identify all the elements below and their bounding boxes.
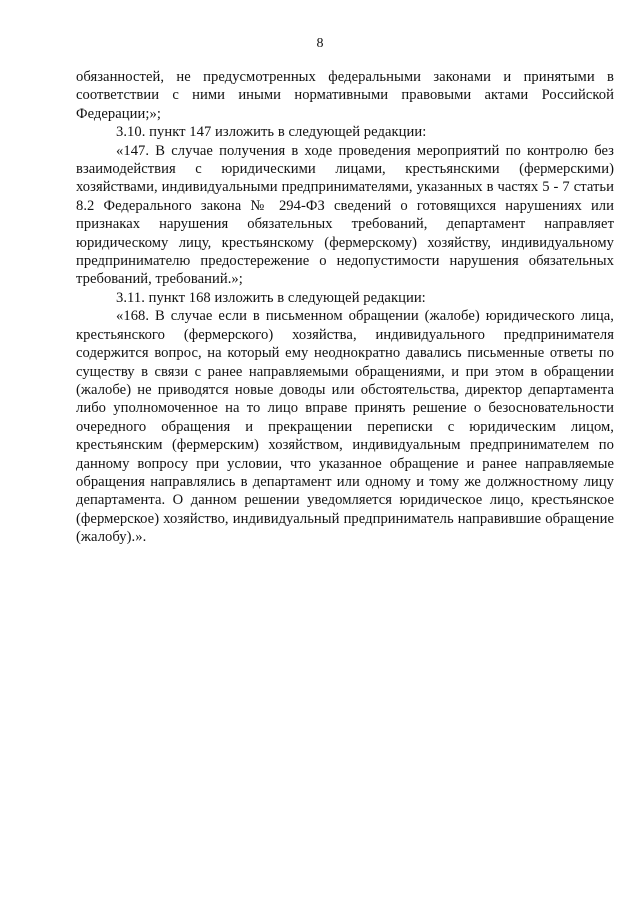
document-body bbox=[76, 68, 614, 547]
paragraph-continuation: обязанностей, не предусмотренных федеральными законами и принятыми в соответствии с ними иными нормативными правовыми актами Российской Федерации;»; bbox=[76, 69, 614, 122]
paragraph-item-3-10: 3.10. пункт 147 изложить в следующей редакции: bbox=[116, 124, 427, 141]
page-number: 8 bbox=[316, 36, 324, 51]
paragraph-clause-147: «147. В случае получения в ходе проведения мероприятий по контролю без взаимодействия с юридическими лицами, крестьянскими (фермерскими) хозяйствами, индивидуальными предпринимателями, указанных в частях 5 - 7 статьи 8.2 Федерального закона № 294-ФЗ сведений о готовящихся нарушениях или признаках нарушения обязательных требований, департамент направляет юридическому лицу, крестьянскому (фермерскому) хозяйству, индивидуальному предпринимателю предостережение о недопустимости нарушения обязательных требований, требований.»; bbox=[76, 142, 614, 288]
paragraph-clause-168: «168. В случае если в письменном обращении (жалобе) юридического лица, крестьянского (фермерского) хозяйства, индивидуального предпринимателя содержится вопрос, на который ему неоднократно давались письменные ответы по существу в связи с ранее направляемыми обращениями, и при этом в обращении (жалобе) не приводятся новые доводы или обстоятельства, директор департамента либо уполномоченное на то лицо вправе принять решение о безосновательности очередного обращения и прекращении переписки с юридическим лицом, крестьянским (фермерским) хозяйством, индивидуальным предпринимателем по данному вопросу при условии, что указанное обращение и ранее направляемые обращения направлялись в департамент или одному и тому же должностному лицу департамента. О данном решении уведомляется юридическое лицо, крестьянское (фермерское) хозяйство, индивидуальный предприниматель направившие обращение (жалобу).». bbox=[76, 308, 614, 546]
paragraph-item-3-11: 3.11. пункт 168 изложить в следующей редакции: bbox=[116, 289, 426, 306]
